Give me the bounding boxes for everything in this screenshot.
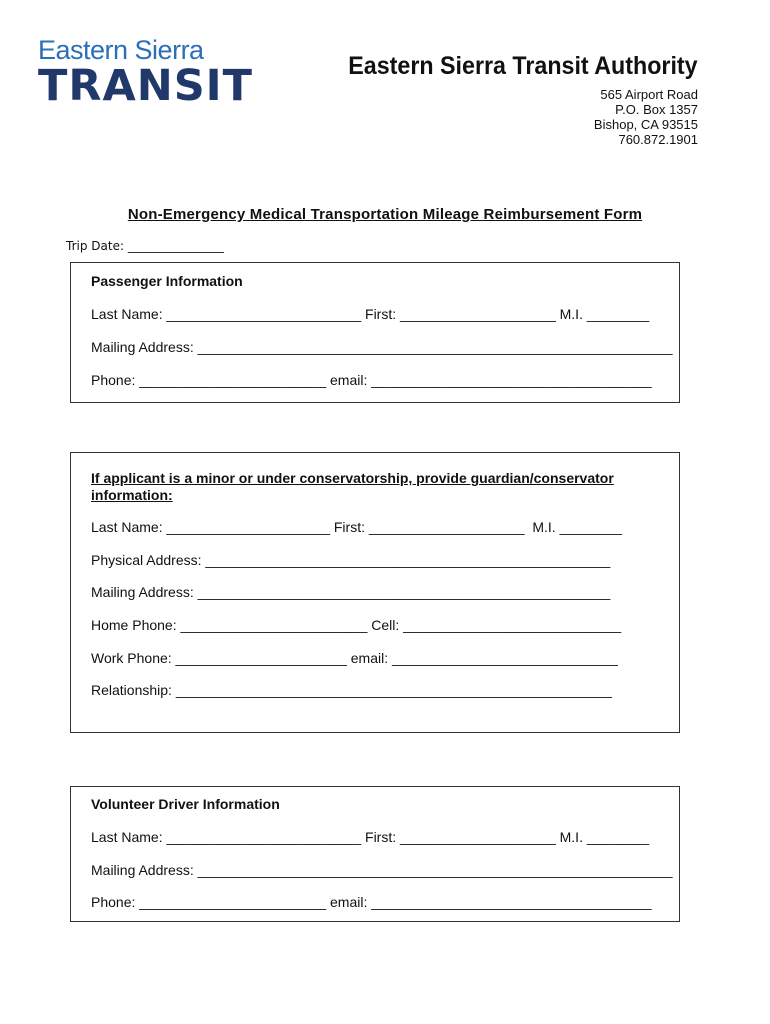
passenger-heading: Passenger Information [91,273,243,289]
organization-name: Eastern Sierra Transit Authority [348,52,698,80]
address-line-2: P.O. Box 1357 [615,102,698,117]
guardian-name-line[interactable]: Last Name: _____________________ First: ____________________ M.I. ________ [91,519,622,535]
guardian-home-phone-line[interactable]: Home Phone: ________________________ Cell: ____________________________ [91,617,622,633]
driver-mailing-line[interactable]: Mailing Address: _____________________________________________________________ [91,862,673,878]
eastern-sierra-transit-logo [38,35,254,111]
trip-date-blank[interactable]: ________________ [124,239,224,253]
passenger-name-line[interactable]: Last Name: _________________________ First: ____________________ M.I. ________ [91,306,650,322]
passenger-information-section [70,262,680,403]
trip-date-label: Trip Date: [66,239,124,253]
guardian-information-section [70,452,680,733]
guardian-heading: If applicant is a minor or under conservatorship, provide guardian/conservator information: [91,470,614,503]
guardian-physical-address-line[interactable]: Physical Address: ____________________________________________________ [91,552,611,568]
volunteer-driver-section [70,786,680,922]
address-line-3: Bishop, CA 93515 [593,117,698,132]
organization-header [322,52,698,147]
passenger-mailing-line[interactable]: Mailing Address: _____________________________________________________________ [91,339,673,355]
logo-line-2: TRANSIT [38,61,254,111]
guardian-relationship-line[interactable]: Relationship: ________________________________________________________ [91,682,612,698]
driver-phone-line[interactable]: Phone: ________________________ email: ____________________________________ [91,894,652,910]
guardian-work-phone-line[interactable]: Work Phone: ______________________ email: _____________________________ [91,650,618,666]
address-line-1: 565 Airport Road [600,87,698,102]
form-title: Non-Emergency Medical Transportation Mileage Reimbursement Form [127,206,643,223]
trip-date-field[interactable] [66,239,224,253]
logo-line-1: Eastern Sierra [38,35,204,65]
guardian-mailing-line[interactable]: Mailing Address: _____________________________________________________ [91,584,611,600]
passenger-phone-line[interactable]: Phone: ________________________ email: ____________________________________ [91,372,652,388]
driver-name-line[interactable]: Last Name: _________________________ First: ____________________ M.I. ________ [91,829,650,845]
phone-number: 760.872.1901 [618,132,698,147]
driver-heading: Volunteer Driver Information [91,796,280,812]
